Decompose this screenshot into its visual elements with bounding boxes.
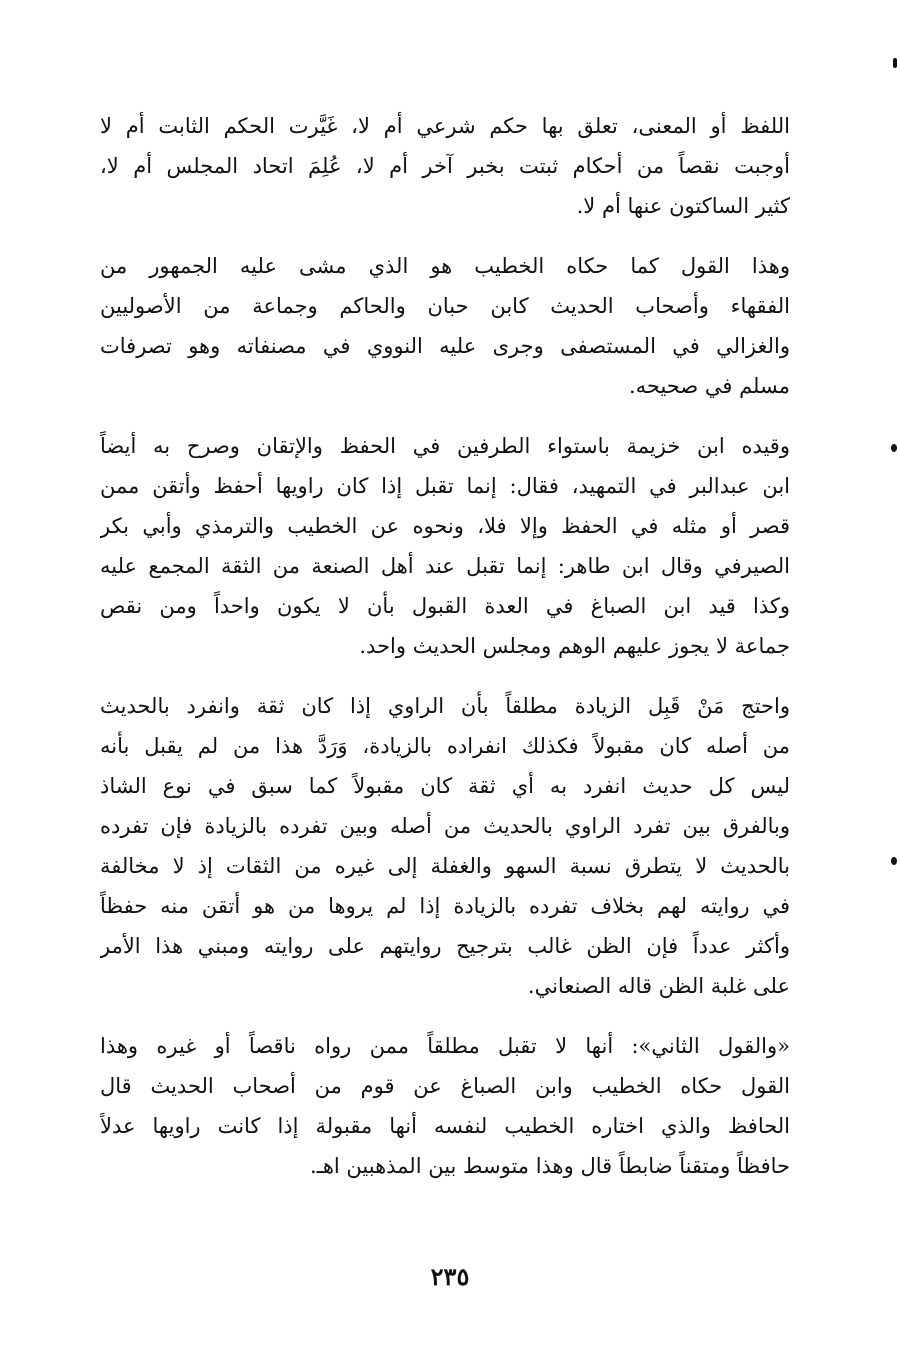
text-line: وقيده ابن خزيمة باستواء الطرفين في الحفظ والإتقان وصرح به أيضاً [100, 434, 790, 458]
paragraph-gap [100, 226, 790, 246]
text-line: والغزالي في المستصفى وجرى عليه النووي في مصنفاته وهو تصرفات [100, 334, 790, 358]
text-line: ابن عبدالبر في التمهيد، فقال: إنما تقبل إذا كان راويها أحفظ وأتقن ممن [100, 474, 790, 498]
text-line: الحافظ والذي اختاره الخطيب لنفسه أنها مقبولة إذا كانت راويها عدلاً [100, 1114, 790, 1138]
text-line: الفقهاء وأصحاب الحديث كابن حبان والحاكم وجماعة من الأصوليين [100, 294, 790, 318]
text-line: بالحديث لا يتطرق نسبة السهو والغفلة إلى غيره من الثقات إذ لا مخالفة [100, 854, 790, 878]
text-line: جماعة لا يجوز عليهم الوهم ومجلس الحديث واحد. [359, 634, 790, 658]
paragraph-gap [100, 406, 790, 426]
text-line: من أصله كان مقبولاً فكذلك انفراده بالزيادة، وَرَدَّ هذا من لم يقبل بأنه [100, 734, 790, 758]
text-line: القول حكاه الخطيب وابن الصباغ عن قوم من أصحاب الحديث قال [100, 1074, 790, 1098]
text-line: ليس كل حديث انفرد به أي ثقة كان مقبولاً كما سبق في نوع الشاذ [100, 774, 790, 798]
text-line: وبالفرق بين تفرد الراوي بالحديث من أصله وبين تفرده بالزيادة فإن تفرده [100, 814, 790, 838]
text-line: اللفظ أو المعنى، تعلق بها حكم شرعي أم لا، غَيَّرت الحكم الثابت أم لا [100, 114, 790, 138]
text-line: حافظاً ومتقناً ضابطاً قال وهذا متوسط بين المذهبين اهـ. [310, 1154, 790, 1178]
margin-dot [891, 857, 897, 865]
text-line: وكذا قيد ابن الصباغ في العدة القبول بأن لا يكون واحداً ومن نقص [100, 594, 790, 618]
text-line: أوجبت نقصاً من أحكام ثبتت بخبر آخر أم لا، عُلِمَ اتحاد المجلس أم لا، [100, 154, 790, 178]
text-line: وأكثر عدداً فإن الظن غالب بترجيح روايتهم على روايته ومبني هذا الأمر [100, 934, 790, 958]
margin-dot [891, 444, 897, 452]
text-line: كثير الساكتون عنها أم لا. [576, 194, 790, 218]
text-line: الصيرفي وقال ابن طاهر: إنما تقبل عند أهل الصنعة من الثقة المجمع عليه [100, 554, 790, 578]
text-line: واحتج مَنْ قَبِل الزيادة مطلقاً بأن الراوي إذا كان ثقة وانفرد بالحديث [100, 694, 790, 718]
page-number: ٢٣٥ [430, 1262, 470, 1291]
text-line: في روايته لهم بخلاف تفرده بالزيادة إذا لم يروها من هو أتقن منه حفظاً [100, 894, 790, 918]
paragraph-gap [100, 666, 790, 686]
text-line: على غلبة الظن قاله الصنعاني. [527, 974, 790, 998]
paragraph-gap [100, 1006, 790, 1026]
text-line: «والقول الثاني»: أنها لا تقبل مطلقاً ممن رواه ناقصاً أو غيره وهذا [100, 1034, 790, 1058]
page-body-text [100, 106, 790, 1186]
text-line: وهذا القول كما حكاه الخطيب هو الذي مشى عليه الجمهور من [100, 254, 790, 278]
margin-mark [893, 58, 897, 68]
text-line: قصر أو مثله في الحفظ وإلا فلا، ونحوه عن الخطيب والترمذي وأبي بكر [100, 514, 790, 538]
text-line: مسلم في صحيحه. [628, 374, 790, 398]
